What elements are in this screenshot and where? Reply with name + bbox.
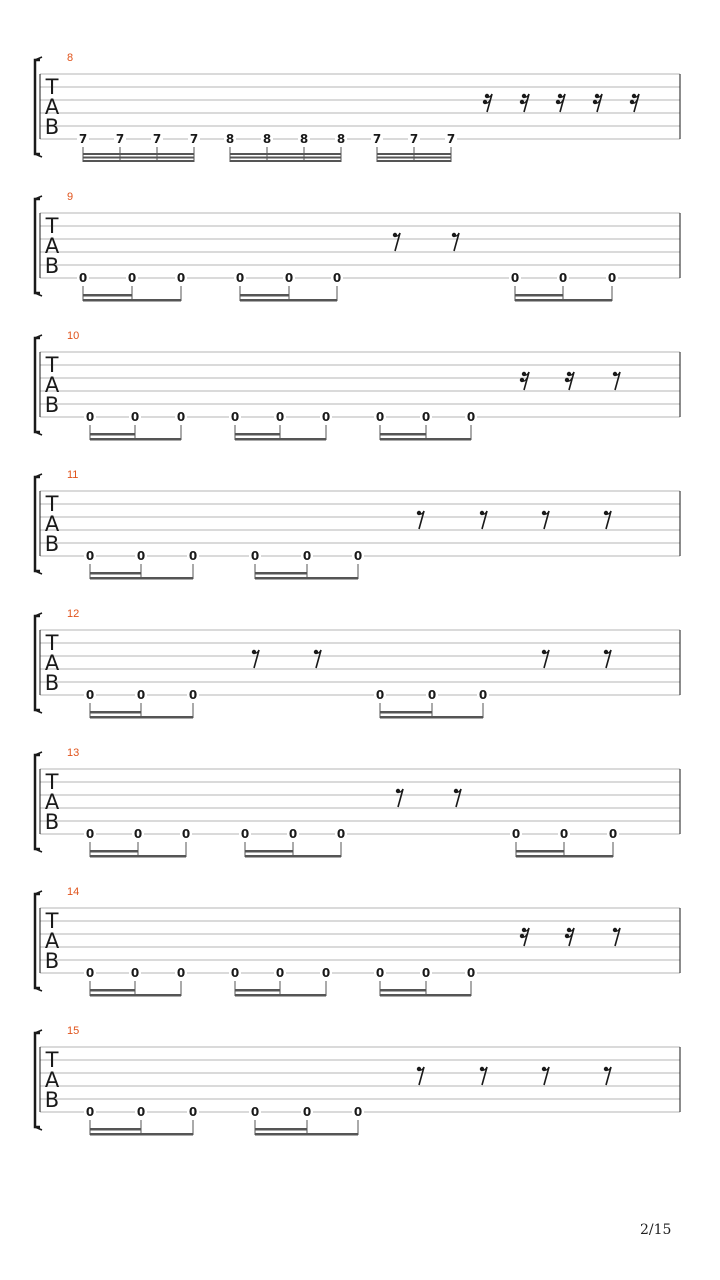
- measure-number: 12: [67, 608, 80, 620]
- fret-number: 0: [240, 827, 250, 841]
- fret-number: 0: [466, 410, 476, 424]
- beam: [90, 438, 181, 441]
- measure-number: 9: [67, 191, 74, 203]
- beam-secondary: [90, 433, 135, 436]
- fret-number: 0: [188, 688, 198, 702]
- fret-number: 0: [127, 271, 137, 285]
- fret-number: 0: [466, 966, 476, 980]
- fret-number: 0: [230, 410, 240, 424]
- measure-number: 13: [67, 747, 80, 759]
- eighth-rest-icon: [480, 1067, 487, 1085]
- beam: [90, 855, 186, 858]
- fret-number: 0: [176, 966, 186, 980]
- fret-number: 0: [250, 1105, 260, 1119]
- fret-number: 0: [608, 827, 618, 841]
- tab-clef-letter: T: [45, 770, 59, 794]
- fret-number: 7: [372, 132, 382, 146]
- eighth-rest-icon: [417, 511, 424, 529]
- tab-clef-letter: B: [44, 1088, 60, 1112]
- beam: [90, 577, 193, 580]
- fret-number: 0: [427, 688, 437, 702]
- fret-number: 0: [133, 827, 143, 841]
- beam-secondary: [235, 433, 280, 436]
- tab-clef-letter: A: [44, 1068, 60, 1092]
- system-bracket-icon: [35, 338, 40, 432]
- fret-number: 0: [136, 688, 146, 702]
- tab-system-14: [35, 886, 680, 997]
- fret-number: 0: [85, 688, 95, 702]
- fret-number: 0: [284, 271, 294, 285]
- beam: [516, 855, 613, 858]
- fret-number: 0: [78, 271, 88, 285]
- sixteenth-rest-icon: [520, 94, 529, 112]
- beam-secondary: [380, 711, 432, 714]
- eighth-rest-icon: [396, 789, 403, 807]
- beam-secondary: [515, 294, 563, 297]
- fret-number: 0: [85, 966, 95, 980]
- beam: [240, 299, 337, 302]
- fret-number: 0: [188, 549, 198, 563]
- beam: [230, 153, 341, 155]
- tab-clef-letter: A: [44, 512, 60, 536]
- tab-clef-letter: B: [44, 393, 60, 417]
- system-bracket-icon: [35, 477, 40, 571]
- measure-number: 10: [67, 330, 80, 342]
- tab-clef-letter: T: [45, 75, 59, 99]
- fret-number: 0: [235, 271, 245, 285]
- beam: [235, 994, 326, 997]
- eighth-rest-icon: [613, 372, 620, 390]
- beam: [83, 153, 194, 155]
- sixteenth-rest-icon: [483, 94, 492, 112]
- tab-clef-letter: B: [44, 532, 60, 556]
- eighth-rest-icon: [604, 1067, 611, 1085]
- fret-number: 8: [225, 132, 235, 146]
- fret-number: 0: [375, 966, 385, 980]
- sixteenth-rest-icon: [520, 372, 529, 390]
- fret-number: 0: [510, 271, 520, 285]
- beam: [90, 994, 181, 997]
- fret-number: 0: [302, 1105, 312, 1119]
- beam-secondary: [83, 294, 132, 297]
- fret-number: 0: [250, 549, 260, 563]
- beam-secondary: [90, 711, 141, 714]
- sixteenth-rest-icon: [593, 94, 602, 112]
- fret-number: 0: [188, 1105, 198, 1119]
- fret-number: 0: [375, 688, 385, 702]
- beam: [377, 153, 451, 155]
- tab-system-8: [35, 52, 680, 162]
- fret-number: 0: [321, 966, 331, 980]
- system-bracket-icon: [35, 60, 40, 154]
- beam-secondary: [90, 850, 138, 853]
- eighth-rest-icon: [480, 511, 487, 529]
- tab-clef-letter: B: [44, 254, 60, 278]
- beam-secondary: [255, 1128, 307, 1131]
- beam: [230, 160, 341, 162]
- tab-clef-letter: A: [44, 95, 60, 119]
- sixteenth-rest-icon: [565, 372, 574, 390]
- measure-number: 14: [67, 886, 80, 898]
- tab-clef-letter: B: [44, 671, 60, 695]
- beam-secondary: [90, 989, 135, 992]
- tab-clef-letter: A: [44, 790, 60, 814]
- beam: [90, 716, 193, 719]
- tab-clef-letter: T: [45, 1048, 59, 1072]
- fret-number: 0: [176, 410, 186, 424]
- eighth-rest-icon: [542, 1067, 549, 1085]
- fret-number: 0: [332, 271, 342, 285]
- eighth-rest-icon: [604, 511, 611, 529]
- eighth-rest-icon: [613, 928, 620, 946]
- fret-number: 7: [409, 132, 419, 146]
- beam: [83, 299, 181, 302]
- eighth-rest-icon: [314, 650, 321, 668]
- system-bracket-icon: [35, 755, 40, 849]
- beam: [377, 160, 451, 162]
- fret-number: 7: [152, 132, 162, 146]
- beam-secondary: [235, 989, 280, 992]
- fret-number: 0: [353, 549, 363, 563]
- fret-number: 0: [558, 271, 568, 285]
- beam: [380, 994, 471, 997]
- tab-system-9: [35, 191, 680, 302]
- tab-clef-letter: T: [45, 492, 59, 516]
- sixteenth-rest-icon: [565, 928, 574, 946]
- tab-clef-letter: T: [45, 214, 59, 238]
- fret-number: 0: [336, 827, 346, 841]
- tab-system-11: [35, 469, 680, 580]
- eighth-rest-icon: [542, 650, 549, 668]
- fret-number: 0: [85, 1105, 95, 1119]
- tab-clef-letter: T: [45, 353, 59, 377]
- beam: [230, 157, 341, 159]
- beam: [255, 577, 358, 580]
- system-bracket-icon: [35, 199, 40, 293]
- fret-number: 0: [321, 410, 331, 424]
- beam-secondary: [240, 294, 289, 297]
- measure-number: 11: [67, 469, 79, 481]
- fret-number: 0: [130, 410, 140, 424]
- beam-secondary: [245, 850, 293, 853]
- fret-number: 7: [115, 132, 125, 146]
- fret-number: 0: [288, 827, 298, 841]
- sixteenth-rest-icon: [556, 94, 565, 112]
- fret-number: 7: [189, 132, 199, 146]
- beam: [245, 855, 341, 858]
- fret-number: 0: [607, 271, 617, 285]
- fret-number: 0: [353, 1105, 363, 1119]
- tab-clef-letter: T: [45, 909, 59, 933]
- beam-secondary: [516, 850, 564, 853]
- tab-clef-letter: B: [44, 810, 60, 834]
- eighth-rest-icon: [417, 1067, 424, 1085]
- tab-clef-letter: B: [44, 115, 60, 139]
- fret-number: 0: [275, 966, 285, 980]
- fret-number: 0: [421, 410, 431, 424]
- system-bracket-icon: [35, 894, 40, 988]
- fret-number: 7: [446, 132, 456, 146]
- beam: [377, 157, 451, 159]
- eighth-rest-icon: [604, 650, 611, 668]
- beam: [255, 1133, 358, 1136]
- fret-number: 0: [130, 966, 140, 980]
- fret-number: 0: [275, 410, 285, 424]
- beam-secondary: [380, 989, 426, 992]
- beam: [235, 438, 326, 441]
- eighth-rest-icon: [252, 650, 259, 668]
- tab-clef-letter: T: [45, 631, 59, 655]
- fret-number: 8: [299, 132, 309, 146]
- fret-number: 0: [559, 827, 569, 841]
- fret-number: 8: [336, 132, 346, 146]
- fret-number: 7: [78, 132, 88, 146]
- tab-clef-letter: B: [44, 949, 60, 973]
- fret-number: 0: [478, 688, 488, 702]
- fret-number: 0: [85, 827, 95, 841]
- beam-secondary: [90, 1128, 141, 1131]
- tab-clef-letter: A: [44, 929, 60, 953]
- tab-clef-letter: A: [44, 234, 60, 258]
- beam-secondary: [90, 572, 141, 575]
- fret-number: 0: [375, 410, 385, 424]
- tab-system-12: [35, 608, 680, 719]
- fret-number: 0: [421, 966, 431, 980]
- beam: [90, 1133, 193, 1136]
- beam: [380, 716, 483, 719]
- fret-number: 0: [230, 966, 240, 980]
- fret-number: 0: [511, 827, 521, 841]
- page-number: 2/15: [640, 1222, 672, 1238]
- system-bracket-icon: [35, 1033, 40, 1127]
- fret-number: 0: [176, 271, 186, 285]
- system-bracket-icon: [35, 616, 40, 710]
- beam: [515, 299, 612, 302]
- sixteenth-rest-icon: [520, 928, 529, 946]
- eighth-rest-icon: [393, 233, 400, 251]
- measure-number: 8: [67, 52, 74, 64]
- fret-number: 8: [262, 132, 272, 146]
- fret-number: 0: [85, 410, 95, 424]
- tab-system-15: [35, 1025, 680, 1136]
- eighth-rest-icon: [454, 789, 461, 807]
- fret-number: 0: [136, 549, 146, 563]
- beam-secondary: [255, 572, 307, 575]
- tab-system-10: [35, 330, 680, 441]
- fret-number: 0: [181, 827, 191, 841]
- beam: [83, 157, 194, 159]
- measure-number: 15: [67, 1025, 80, 1037]
- beam: [380, 438, 471, 441]
- eighth-rest-icon: [452, 233, 459, 251]
- sixteenth-rest-icon: [630, 94, 639, 112]
- tab-clef-letter: A: [44, 373, 60, 397]
- fret-number: 0: [85, 549, 95, 563]
- beam: [83, 160, 194, 162]
- fret-number: 0: [302, 549, 312, 563]
- tab-system-13: [35, 747, 680, 858]
- fret-number: 0: [136, 1105, 146, 1119]
- beam-secondary: [380, 433, 426, 436]
- eighth-rest-icon: [542, 511, 549, 529]
- tab-clef-letter: A: [44, 651, 60, 675]
